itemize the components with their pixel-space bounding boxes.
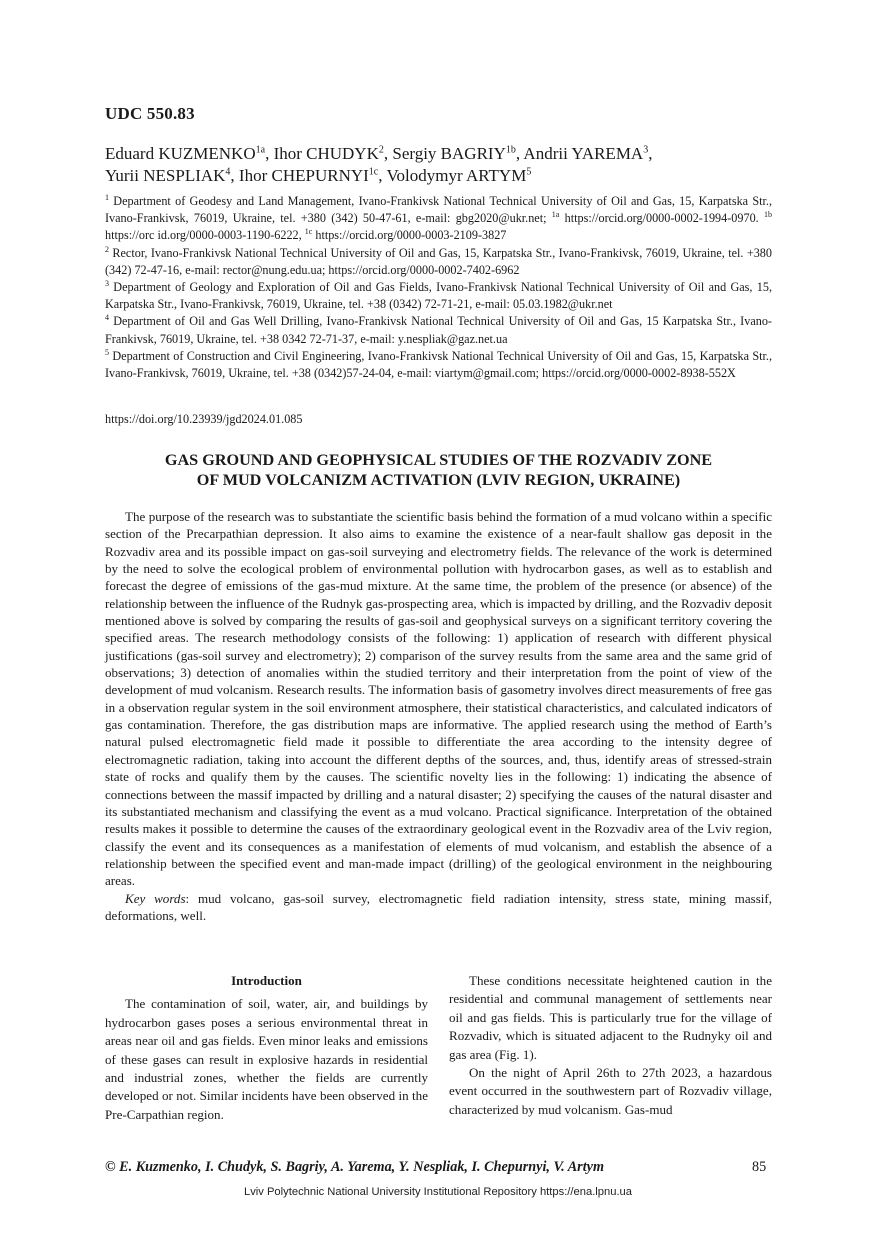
copyright-line: © E. Kuzmenko, I. Chudyk, S. Bagriy, A. Yarema, Y. Nespliak, I. Chepurnyi, V. Artym bbox=[105, 1159, 604, 1175]
keywords-text: : mud volcano, gas-soil survey, electromagnetic field radiation intensity, stress state, mining massif, deformations, well. bbox=[105, 890, 772, 923]
author-name: Sergiy BAGRIY bbox=[392, 144, 506, 163]
keywords bbox=[105, 890, 772, 925]
author-name: Ihor CHEPURNYI bbox=[238, 166, 369, 185]
author-name: Andrii YAREMA bbox=[523, 144, 644, 163]
author-affil-mark: 1c bbox=[368, 166, 379, 178]
author-name: Eduard KUZMENKO bbox=[105, 144, 256, 163]
orcid-link[interactable]: https://orc id.org/0000-0003-1190-6222, bbox=[105, 228, 305, 243]
doi-link[interactable]: https://doi.org/10.23939/jgd2024.01.085 bbox=[105, 412, 303, 426]
keywords-label: Key words bbox=[125, 890, 186, 906]
intro-paragraph: These conditions necessitate heightened caution in the residential and communal management of settlements near oil and gas fields. This is particularly true for the village of Rozvadiv, which is situated adjacent to the Rudnyky oil and gas area (Fig. 1). bbox=[449, 973, 772, 1062]
repository-notice: Lviv Polytechnic National University Institutional Repository https://ena.lpnu.ua bbox=[243, 1186, 633, 1198]
affiliation-1: $^1$ Department of Geodesy and Land Management, Ivano-Frankivsk National Technical University of Oil and Gas, 15, Karpatska Str., Ivano-Frankivsk, 76019, Ukraine, tel. +380 (342) 50-47-61, e-mail: gbg2020@ukr.net; $^{1a}$ https://orcid.org/0000-0002-1994-0970. $^{1b}$ https://orc id.org/0000-0003-1190-6222, $^{1c}$ https://orcid.org/0000-0003-2109-3827 bbox=[105, 192, 772, 243]
author-affil-mark: 4 bbox=[225, 166, 231, 178]
author-name: Ihor CHUDYK bbox=[273, 144, 379, 163]
affiliation-2: $^2$ Rector, Ivano-Frankivsk National Technical University of Oil and Gas, 15, Karpatska Str., Ivano-Frankivsk, 76019, Ukraine, tel. +380 (342) 72-47-16, e-mail: rector@nung.edu.ua; https://orcid.org/0000-0002-7402-6962 bbox=[105, 244, 772, 277]
udc-code: UDC 550.83 bbox=[105, 104, 195, 123]
intro-paragraph: The contamination of soil, water, air, and buildings by hydrocarbon gases poses a serious environmental threat in areas near oil and gas fields. Even minor leaks and emissions of these gases can result in explosive hazards in residential and industrial zones, whether the fields are currently developed or not. Similar incidents have been observed in the Pre-Carpathian region. bbox=[105, 996, 428, 1122]
column-left bbox=[105, 972, 428, 1124]
author-list: Eduard $KUZMENKO^{1a}$, Ihor CHUDYK$^2$, Sergiy $BAGRIY^{1b}$, Andrii YAREMA$^3$, Yurii NESPLIAK$^4$, Ihor $CHEPURNYI^{1c}$, Volodymyr ARTYM$^5$ bbox=[105, 144, 653, 185]
author-affil-mark: 2 bbox=[378, 144, 384, 156]
author-name: Yurii NESPLIAK bbox=[105, 166, 226, 185]
paper-title bbox=[105, 450, 772, 490]
column-right bbox=[449, 972, 772, 1119]
affiliation-3: $^3$ Department of Geology and Exploration of Oil and Gas Fields, Ivano-Frankivsk National Technical University of Oil and Gas, 15, Karpatska Str., Ivano-Frankivsk, 76019, Ukraine, tel. +38 (0342) 72-71-21, e-mail: 05.03.1982@ukr.net bbox=[105, 278, 772, 312]
abstract bbox=[105, 508, 772, 924]
affiliation-4: $^4$ Department of Oil and Gas Well Drilling, Ivano-Frankivsk National Technical University of Oil and Gas, 15 Karpatska Str., Ivano-Frankivsk, 76019, Ukraine, tel. +38 0342 72-71-37, e-mail: y.nespliak@gaz.net.ua bbox=[105, 313, 772, 346]
orcid-link[interactable]: https://orcid.org/0000-0002-1994-0970. bbox=[559, 211, 764, 226]
title-line-2: OF MUD VOLCANIZM ACTIVATION (LVIV REGION, UKRAINE) bbox=[196, 471, 681, 489]
page-number: 85 bbox=[752, 1159, 767, 1175]
affiliation-5: $^5$ Department of Construction and Civil Engineering, Ivano-Frankivsk National Technical University of Oil and Gas, 15, Karpatska Str., Ivano-Frankivsk, 76019, Ukraine, tel. +38 (0342)57-24-04, e-mail: viartym@gmail.com; https://orcid.org/0000-0002-8938-552X bbox=[105, 347, 772, 381]
author-affil-mark: 3 bbox=[643, 144, 649, 156]
orcid-link[interactable]: https://orcid.org/0000-0003-2109-3827 bbox=[312, 228, 507, 243]
affiliation-list bbox=[105, 193, 772, 382]
author-affil-mark: 1a bbox=[255, 144, 266, 156]
title-line-1: GAS GROUND AND GEOPHYSICAL STUDIES OF THE ROZVADIV ZONE bbox=[164, 451, 713, 469]
abstract-text: The purpose of the research was to substantiate the scientific basis behind the formation of a mud volcano within a specific section of the Precarpathian depression. It also aims to examine the existence of a near-fault shallow gas deposit in the Rozvadiv area and its possible impact on gas-soil surveying and electrometry fields. The relevance of the work is determined by the need to solve the ecological problem of environmental pollution with hydrocarbon gases, as well as to establish and forecast the degree of emissions of the gas-mud mixture. At the same time, the problem of the presence (or absence) of the relationship between the influence of the Rudnyk gas-prospecting area, which is impacted by drilling, and the Rozvadiv deposit mentioned above is solved by comparing the results of gas-soil and geophysical surveys on a significant territory covering the specified areas. The research methodology consists of the following: 1) application of research with different physical justifications (gas-soil survey and electrometry); 2) comparison of the survey results from the same area and the same grid of observations; 3) detection of anomalies within the studied territory and their interpretation from the point of view of the development of mud volcanism. Research results. The information basis of gasometry involves direct measurements of free gas in a observation regular system in the soil environment atmosphere, their statistical characteristics, and calculated indicators of gas contamination. Therefore, the gas distribution maps are informative. The applied research using the method of Earth’s natural pulsed electromagnetic field made it possible to differentiate the area according to the intensity degree of electromagnetic radiation, taking into account the different depths of the sources, and, thus, identify areas of stressed-strain state of rocks and qualify them by the causes. The scientific novelty lies in the following: 1) indicating the absence of connections between the massif impacted by drilling and a natural disaster; 2) specifying the causes of the natural disaster and its substantiated mechanism and classifying the event as a mud volcano. Practical significance. Interpretation of the obtained results makes it possible to determine the causes of the extraordinary geological event in the Rozvadiv area of the Lviv region, classify the event and its consequences as a manifestation of elements of mud volcanism, and establish the absence of a relationship between the specified event and man-made impact (drilling) of the geological environment in the neighbouring areas. bbox=[105, 509, 772, 889]
author-name: Volodymyr ARTYM bbox=[386, 166, 527, 185]
section-heading-introduction: Introduction bbox=[231, 973, 302, 988]
author-affil-mark: 1b bbox=[505, 144, 516, 156]
author-affil-mark: 5 bbox=[526, 166, 532, 178]
intro-paragraph: On the night of April 26th to 27th 2023, a hazardous event occurred in the southwestern part of Rozvadiv village, characterized by mud volcanism. Gas-mud bbox=[449, 1065, 772, 1117]
